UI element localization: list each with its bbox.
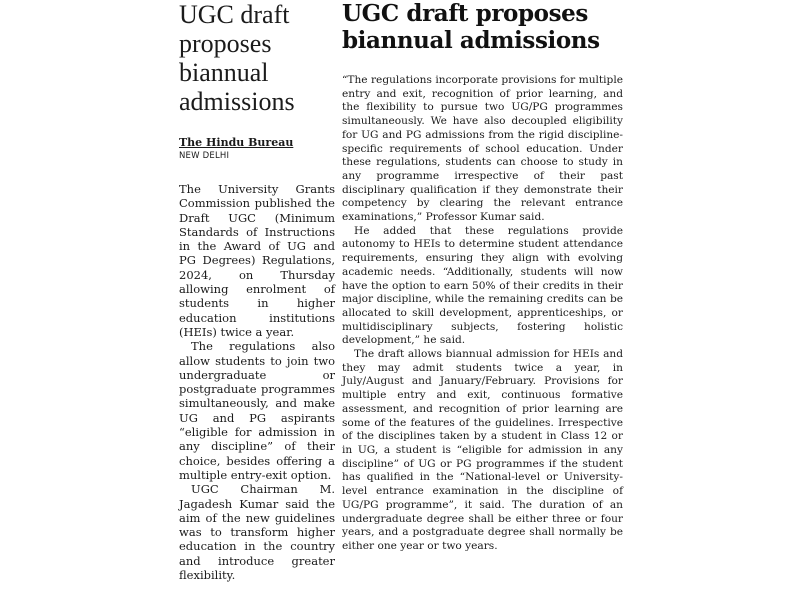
right-paragraph-2: He added that these regulations provide autonomy to HEIs to determine student attendance requirements, ensuring they align with evolving academic needs. “Additionally, students will now have the option to earn 50% of their credits in their major discipline, while the remaining credits can be allocated to skill development, apprenticeships, or multidisciplinary subjects, fostering holistic development,” he said. — [342, 224, 623, 347]
left-paragraph-3: UGC Chairman M. Jagadesh Kumar said the aim of the new guidelines was to transform higher education in the country and introduce greater flexibility. — [179, 482, 335, 583]
right-body — [342, 74, 623, 554]
byline-block — [179, 136, 335, 162]
left-body — [179, 182, 335, 582]
left-paragraph-1: The University Grants Commission published the Draft UGC (Minimum Standards of Instructions in the Award of UG and PG Degrees) Regulations, 2024, on Thursday allowing enrolment of students in higher education institutions (HEIs) twice a year. — [179, 182, 335, 339]
right-headline: UGC draft proposes biannual admissions — [342, 0, 600, 54]
left-paragraph-2: The regulations also allow students to join two undergraduate or postgraduate programmes simultaneously, and make UG and PG aspirants “eligible for admission in any discipline” of their choice, besides offering a multiple entry-exit option. — [179, 339, 335, 482]
byline-name: The Hindu Bureau — [179, 136, 294, 149]
right-paragraph-3: The draft allows biannual admission for HEIs and they may admit students twice a year, in July/August and January/February. Provisions for multiple entry and exit, continuous formative assessment, and recognition of prior learning are some of the features of the guidelines. Irrespective of the disciplines taken by a student in Class 12 or in UG, a student is “eligible for admission in any discipline” of UG or PG programmes if the student has qualified in the “National-level or University-level entrance examination in the discipline of UG/PG programme”, it said. The duration of an undergraduate degree shall be either three or four years, and a postgraduate degree shall normally be either one year or two years. — [342, 348, 623, 552]
right-article-column — [342, 0, 623, 554]
dateline: NEW DELHI — [179, 151, 230, 161]
left-headline: UGC draft proposes biannual admissions — [179, 0, 295, 116]
left-article-column — [179, 0, 335, 582]
right-paragraph-1: “The regulations incorporate provisions for multiple entry and exit, recognition of prior learning, and the flexibility to pursue two UG/PG programmes simultaneously. We have also decoupled eligibility for UG and PG admissions from the rigid discipline-specific requirements of school education. Under these regulations, students can choose to study in any programme irrespective of their past disciplinary qualification if they demonstrate their competency by clearing the relevant entrance examinations,” Professor Kumar said. — [342, 74, 623, 224]
